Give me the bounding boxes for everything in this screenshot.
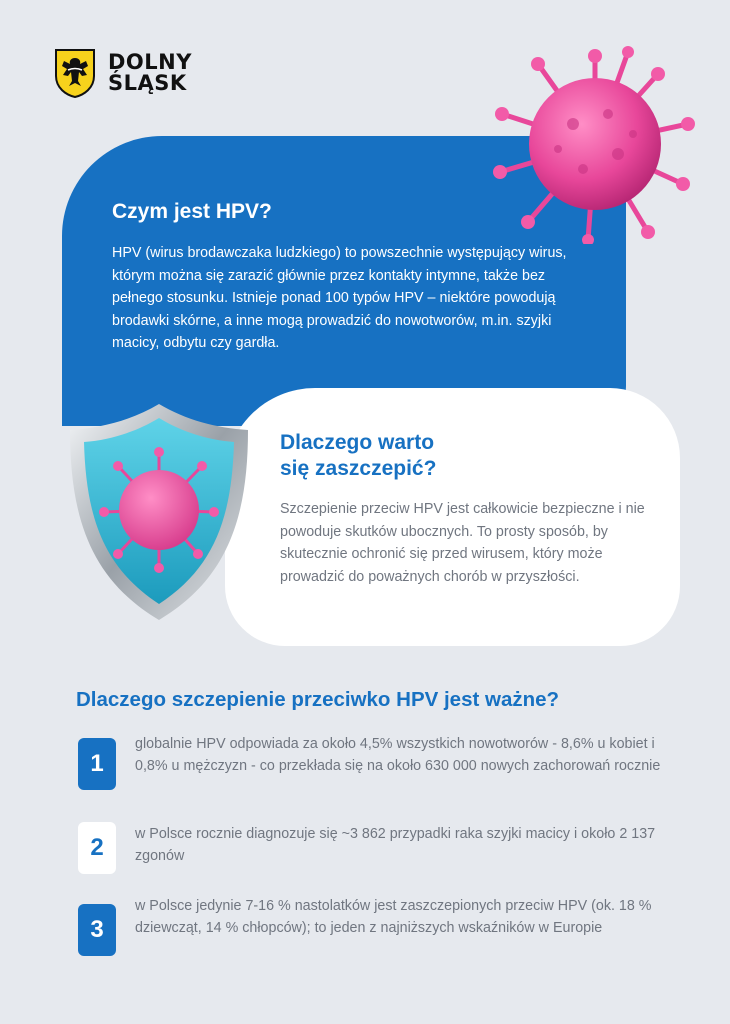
brand-line2: ŚLĄSK xyxy=(108,71,187,95)
brand-name xyxy=(108,52,192,94)
item-number-1: 1 xyxy=(78,738,116,790)
virus-icon xyxy=(488,44,702,244)
intro-body: HPV (wirus brodawczaka ludzkiego) to powszechnie występujący wirus, którym można się zarazić głównie przez kontakty intymne, także bez pełnego stosunku. Istnieje ponad 100 typów HPV – niektóre powodują brodawki skórne, a inne mogą prowadzić do nowotworów, m.in. szyjki macicy, odbytu czy gardła. xyxy=(112,245,567,351)
item-number-2: 2 xyxy=(78,822,116,874)
item-text-2: w Polsce rocznie diagnozuje się ~3 862 przypadki raka szyjki macicy i około 2 137 zgonów xyxy=(135,826,656,864)
importance-title: Dlaczego szczepienie przeciwko HPV jest ważne? xyxy=(76,688,560,711)
why-title xyxy=(280,430,540,482)
item-text-1: globalnie HPV odpowiada za około 4,5% wszystkich nowotworów - 8,6% u kobiet i 0,8% u mężczyzn - co przekłada się na około 630 000 nowych zachorowań rocznie xyxy=(135,736,661,774)
why-title-line2: się zaszczepić? xyxy=(280,457,437,480)
brand-line1: DOLNY xyxy=(108,50,192,74)
shield-icon xyxy=(66,400,252,624)
why-body: Szczepienie przeciw HPV jest całkowicie bezpieczne i nie powoduje skutków ubocznych. To prosty sposób, by skutecznie ochronić się przed wirusem, który może prowadzić do poważnych chorób w przyszłości. xyxy=(280,501,645,585)
intro-title: Czym jest HPV? xyxy=(112,200,272,223)
dolny-slask-crest-icon xyxy=(54,48,96,98)
item-text-3: w Polsce jedynie 7-16 % nastolatków jest zaszczepionych przeciw HPV (ok. 18 % dziewcząt, 14 % chłopców); to jeden z najniższych wskaźników w Europie xyxy=(135,898,652,936)
why-title-line1: Dlaczego warto xyxy=(280,431,435,454)
brand-logo xyxy=(54,48,192,98)
item-number-3: 3 xyxy=(78,904,116,956)
